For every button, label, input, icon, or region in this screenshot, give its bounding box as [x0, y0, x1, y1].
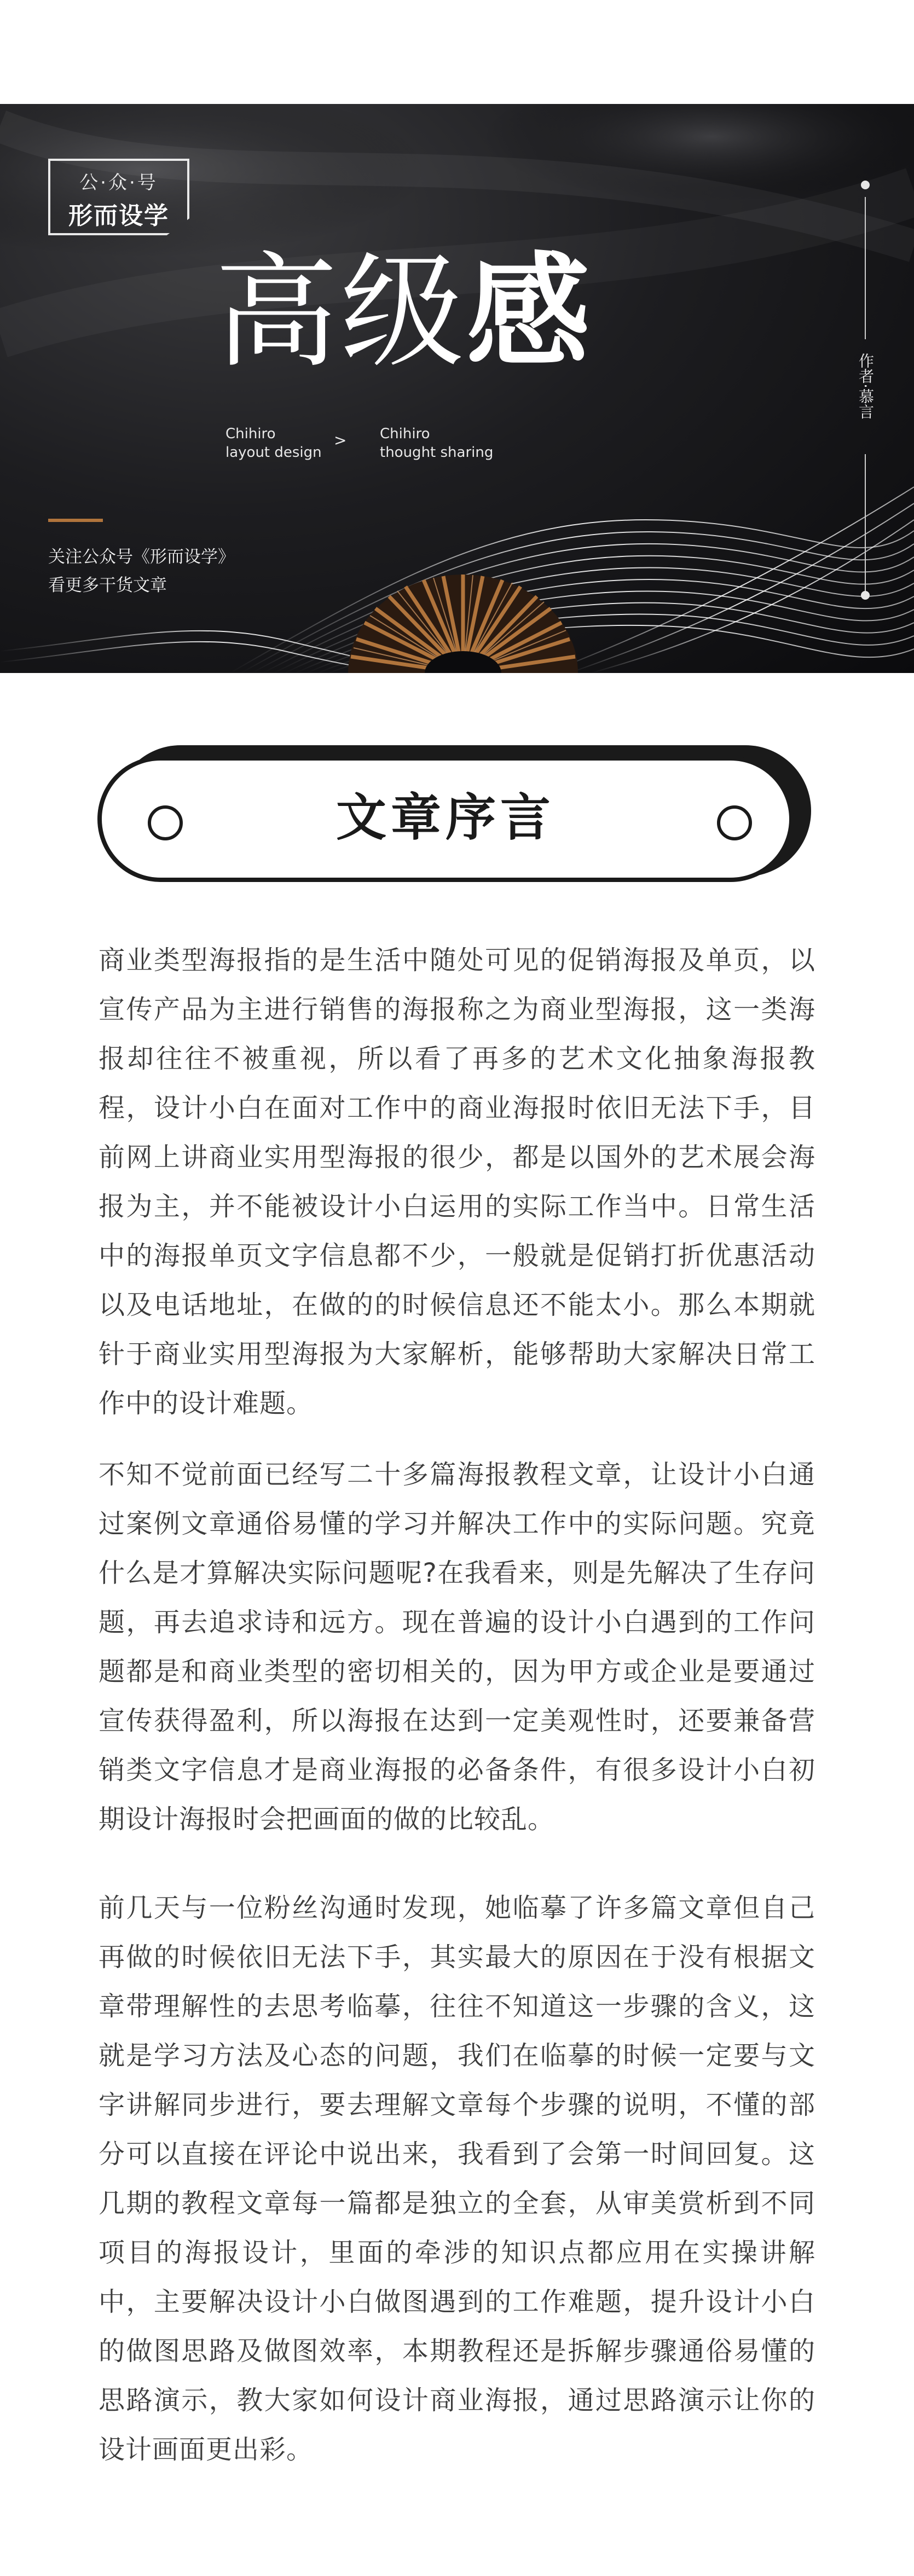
subtitle-right-line2: thought sharing — [380, 444, 494, 461]
subtitle-left — [225, 425, 322, 462]
hero-banner — [0, 104, 914, 673]
title-bold-part: 感 — [466, 241, 593, 385]
section-title: 文章序言 — [335, 788, 555, 847]
follow-line-2: 看更多干货文章 — [48, 576, 167, 595]
author-credit: 作者·慕言 — [857, 353, 875, 419]
paragraph-1: 商业类型海报指的是生活中随处可见的促销海报及单页，以宣传产品为主进行销售的海报称之为商业型海报，这一类海报却往往不被重视，所以看了再多的艺术文化抽象海报教程，设计小白在面对工作中的商业海报时依旧无法下手，目前网上讲商业实用型海报的很少，都是以国外的艺术展会海报为主，并不能被设计小白运用的实际工作当中。日常生活中的海报单页文字信息都不少，一般就是促销打折优惠活动以及电话地址，在做的的时候信息还不能太小。那么本期就针于商业实用型海报为大家解析，能够帮助大家解决日常工作中的设计难题。 — [99, 945, 815, 1419]
badge-account-name: 形而设学 — [68, 202, 169, 230]
paragraph-3: 前几天与一位粉丝沟通时发现，她临摹了许多篇文章但自己再做的时候依旧无法下手，其实最大的原因在于没有根据文章带理解性的去思考临摹，往往不知道这一步骤的含义，这就是学习方法及心态的问题，我们在临摹的时候一定要与文字讲解同步进行，要去理解文章每个步骤的说明，不懂的部分可以直接在评论中说出来，我看到了会第一时间回复。这几期的教程文章每一篇都是独立的全套，从审美赏析到不同项目的海报设计，里面的牵涉的知识点都应用在实操讲解中，主要解决设计小白做图遇到的工作难题，提升设计小白的做图思路及做图效率，本期教程还是拆解步骤通俗易懂的思路演示，教大家如何设计商业海报，通过思路演示让你的设计画面更出彩。 — [99, 1893, 815, 2465]
paragraph-2: 不知不觉前面已经写二十多篇海报教程文章，让设计小白通过案例文章通俗易懂的学习并解决工作中的实际问题。究竟什么是才算解决实际问题呢?在我看来，则是先解决了生存问题，再去追求诗和远方。现在普遍的设计小白遇到的工作问题都是和商业类型的密切相关的，因为甲方或企业是要通过宣传获得盈利，所以海报在达到一定美观性时，还要兼备营销类文字信息才是商业海报的必备条件，有很多设计小白初期设计海报时会把画面的做的比较乱。 — [99, 1459, 815, 1835]
follow-text — [48, 543, 235, 600]
subtitle-left-line2: layout design — [225, 444, 322, 461]
accent-divider — [48, 519, 103, 522]
rail-bottom-line — [865, 454, 866, 596]
title-light-part: 高级 — [215, 241, 467, 385]
rail-bottom-dot-icon — [861, 591, 870, 600]
subtitle-right — [380, 425, 493, 462]
subtitle-left-line1: Chihiro — [225, 426, 276, 442]
subtitle-right-line1: Chihiro — [380, 426, 430, 442]
rail-top-dot-icon — [861, 181, 870, 189]
follow-line-1: 关注公众号《形而设学》 — [48, 547, 235, 567]
rail-top-line — [865, 197, 866, 339]
hero-title — [215, 241, 593, 385]
badge-label: 公·众·号 — [79, 172, 158, 194]
subtitle-arrow-icon: > — [334, 431, 347, 449]
